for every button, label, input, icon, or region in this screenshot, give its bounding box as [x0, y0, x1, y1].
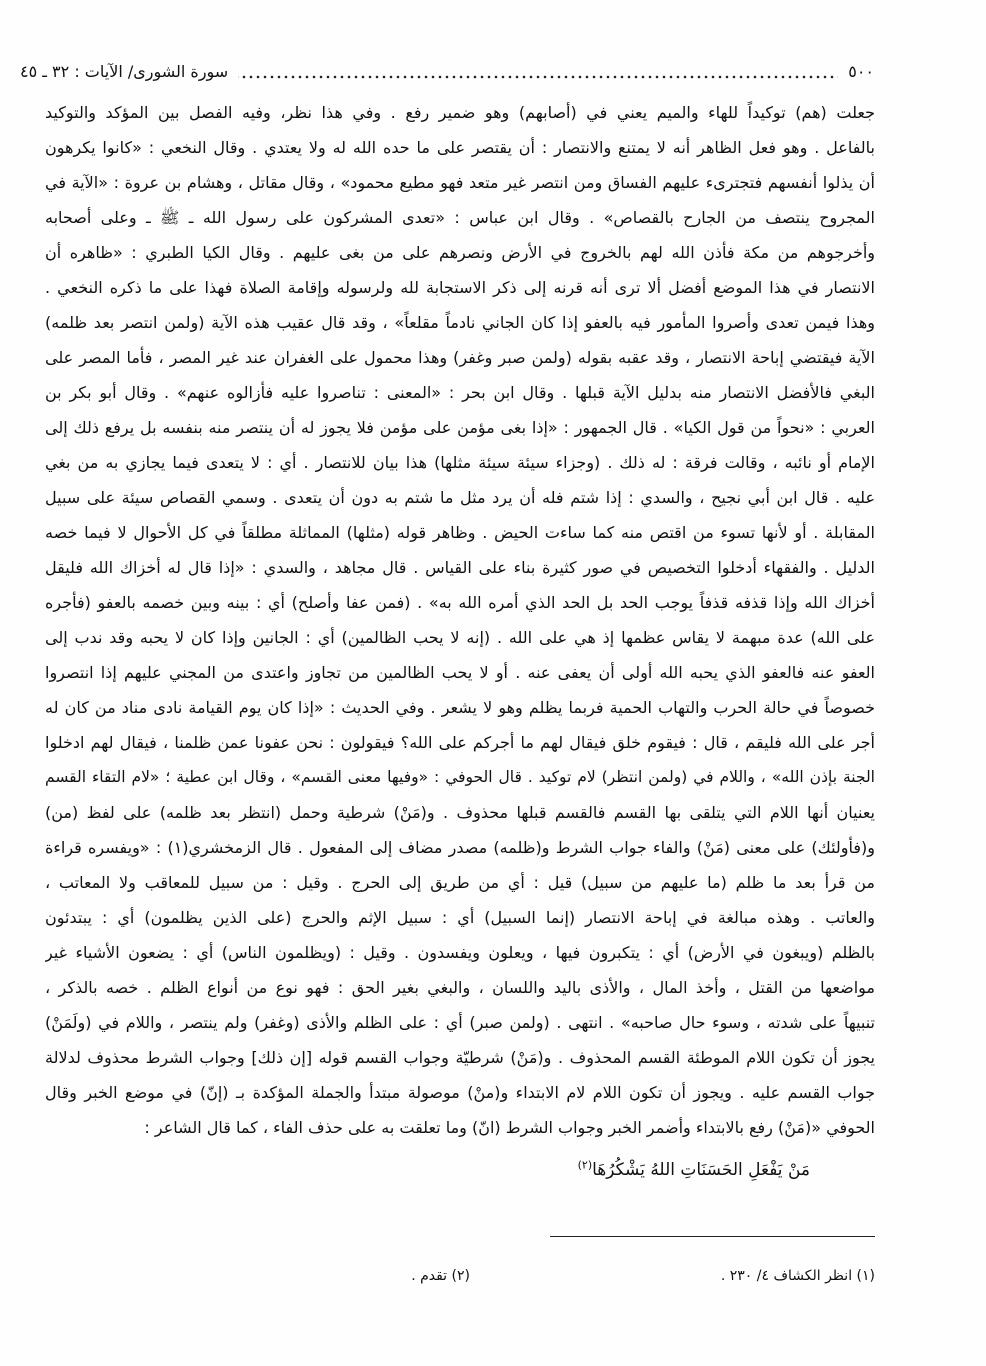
dotted-leader [238, 70, 838, 80]
footnote-divider [550, 1236, 875, 1237]
text-line: و(فأولئك) على معنى (مَنْ) والفاء جواب الشرط و(ظلمه) مصدر مضاف إلى المفعول . قال الزمخشري(١) : «ويفسره قراءة [45, 838, 875, 857]
text-line: الدليل . والفقهاء أدخلوا التخصيص في صور كثيرة بناء على القياس . قال مجاهد ، والسدي : «إذا قال له أخزاك الله فليقل [45, 558, 875, 577]
text-line: مواضعها من القتل ، وأخذ المال ، والأذى باليد واللسان ، والبغي بغير الحق : فهو نوع من أنواع الظلم . خصه بالذكر ، [45, 978, 875, 997]
text-line: خصوصاً في حالة الحرب والتهاب الحمية فربما يظلم وهو لا يشعر . وفي الحديث : «إذا كان يوم القيامة نادى مناد من كان له [45, 698, 875, 717]
text-line: بالظلم (ويبغون في الأرض) أي : يتكبرون فيها ، ويعلون ويفسدون . وقيل : (ويظلمون الناس) أي : يضعون الأشياء غير [45, 943, 875, 962]
page-header [20, 60, 874, 84]
text-line: جواب القسم عليه . ويجوز أن تكون اللام لام الابتداء و(منْ) موصولة مبتدأ والجملة المؤكدة بـ (إنّ) في موضع الخبر وقال [45, 1083, 875, 1102]
text-line: الإمام أو نائبه ، وقالت فرقة : له ذلك . (وجزاء سيئة سيئة مثلها) هذا بيان للانتصار . أي : لا يتعدى فيما يجازي به من بغي [45, 453, 875, 472]
text-line: وأخرجوهم من مكة فأذن الله لهم بالخروج في الأرض ونصرهم على من بغى عليهم . وقال الكيا الطبري : «ظاهره أن [45, 243, 875, 262]
text-line: أخزاك الله وإذا قذفه قذفاً يوجب الحد بل الحد الذي أمره الله به» . (فمن عفا وأصلح) أي : بينه وبين خصمه بالعفو (فأجره [45, 593, 875, 612]
text-line: من قرأ بعد ما ظلم (ما عليهم من سبيل) قيل : أي من طريق إلى الحرج . وقيل : من سبيل للمعاقب ولا المعاتب ، [45, 873, 875, 892]
verse-text: مَنْ يَفْعَلِ الحَسَنَاتِ اللهُ يَشْكُرُهَا [592, 1160, 810, 1180]
text-line: والعاتب . وهذه مبالغة في إباحة الانتصار (إنما السبيل) أي : سبيل الإثم والحرج (على الذين يظلمون) أي : يبتدئون [45, 908, 875, 927]
footnote: (١) انظر الكشاف ٤/ ٢٣٠ . [720, 1268, 875, 1284]
text-line: يعنيان أنها اللام التي يتلقى بها القسم فالقسم قبلها محذوف . و(مَنْ) شرطية وحمل (انتظر بعد ظلمه) على لفظ (من) [45, 803, 875, 822]
page-number: ٥٠٠ [848, 62, 874, 81]
text-line: الجنة بإذن الله» ، واللام في (ولمن انتظر) لام توكيد . قال الحوفي : «وفيها معنى القسم» ، وقال ابن عطية ؛ «لام التقاء القسم [45, 768, 875, 786]
text-line: على الله) عدة مبهمة لا يقاس عظمها إذ هي على الله . (إنه لا يحب الظالمين) أي : الجانين وإذا كان لا يحبه وقد ندب إلى [45, 628, 875, 647]
text-line: العربي : «نحواً من قول الكيا» . قال الجمهور : «إذا بغى مؤمن على مؤمن فلا يجوز له أن ينتصر منه بنفسه بل يرفع ذلك إلى [45, 418, 875, 437]
poetry-verse [578, 1153, 810, 1188]
text-line: وهذا فيمن تعدى وأصروا المأمور فيه بالعفو إذا كان الجاني نادماً مقلعاً» ، وقد قال عقيب هذه الآية (ولمن انتصر بعد ظلمه) [45, 313, 875, 332]
text-line: يجوز أن تكون اللام الموطئة القسم المحذوف . و(مَنْ) شرطيّة وجواب القسم قوله [إن ذلك] وجواب الشرط محذوف لدلالة [45, 1048, 875, 1067]
footnote-ref: (٢) [577, 1158, 593, 1172]
text-line: البغي فالأفضل الانتصار منه بدليل الآية قبلها . وقال ابن بحر : «المعنى : تناصروا عليه فأزالوه عنهم» . وقال أبو بكر بن [45, 383, 875, 402]
text-line: الآية فيقتضي إباحة الانتصار ، وقد عقبه بقوله (ولمن صبر وغفر) وهذا محمول على الغفران عند غير المصر ، فأما المصر على [45, 348, 875, 367]
text-line: المجروح ينتصف من الجارح بالقصاص» . وقال ابن عباس : «تعدى المشركون على رسول الله ـ ﷺ ـ وعلى أصحابه [45, 208, 875, 227]
text-line: أجر على الله فليقم ، قال : فيقوم خلق فيقال لهم ما أجركم على الله؟ فيقولون : نحن عفونا عمن ظلمنا ، فيقال لهم ادخلوا [45, 733, 875, 752]
text-line: الحوفي «(مَنْ) رفع بالابتداء وأضمر الخبر وجواب الشرط (انّ) وما تعلقت به على حذف الفاء ، كما قال الشاعر : [144, 1118, 875, 1137]
text-line: الانتصار في هذا الموضع أفضل ألا ترى أنه قرنه إلى ذكر الاستجابة لله ولرسوله وإقامة الصلاة فهذا على ما ذكره النخعي . [45, 278, 875, 297]
text-line: جعلت (هم) توكيداً للهاء والميم يعني في (أصابهم) وهو ضمير رفع . وفي هذا نظر، وفيه الفصل بين المؤكد والتوكيد [45, 103, 875, 122]
running-title: سورة الشورى/ الآيات : ٣٢ ـ ٤٥ [20, 62, 229, 81]
text-line: بالفاعل . وهو فعل الظاهر أنه لا يمتنع والانتصار : أن يقتصر على ما حده الله له ولا يعتدي . وقال النخعي : «كانوا يكرهون [45, 138, 875, 157]
text-line: المقابلة . أو لأنها تسوء من اقتص منه كما ساءت الحيض . وظاهر قوله (مثلها) المماثلة مطلقاً في كل الأحوال لا فيما خصه [45, 523, 875, 542]
text-line: عليه . قال ابن أبي نجيح ، والسدي : إذا شتم فله أن يرد مثل ما شتم به دون أن يتعدى . وسمي القصاص سيئة على سبيل [45, 488, 875, 507]
text-line: العفو عنه فالعفو الذي يحبه الله أولى أن يعفى عنه . أو لا يحب الظالمين من تجاوز واعتدى من المجني عليهم إذا انتصروا [45, 663, 875, 682]
text-line: تنبيهاً على شدته ، وسوء حال صاحبه» . انتهى . (ولمن صبر) أي : على الظلم والأذى (وغفر) ولم ينتصر ، واللام في (ولَمَنْ) [45, 1013, 875, 1032]
body-text [45, 95, 875, 1145]
text-line: أن يذلوا أنفسهم فتجترىء عليهم الفساق ومن انتصر غير متعد فهو مطيع محمود» ، وقال مقاتل ، وهشام بن عروة : «الآية في [45, 173, 875, 192]
footnote: (٢) تقدم . [411, 1268, 470, 1284]
